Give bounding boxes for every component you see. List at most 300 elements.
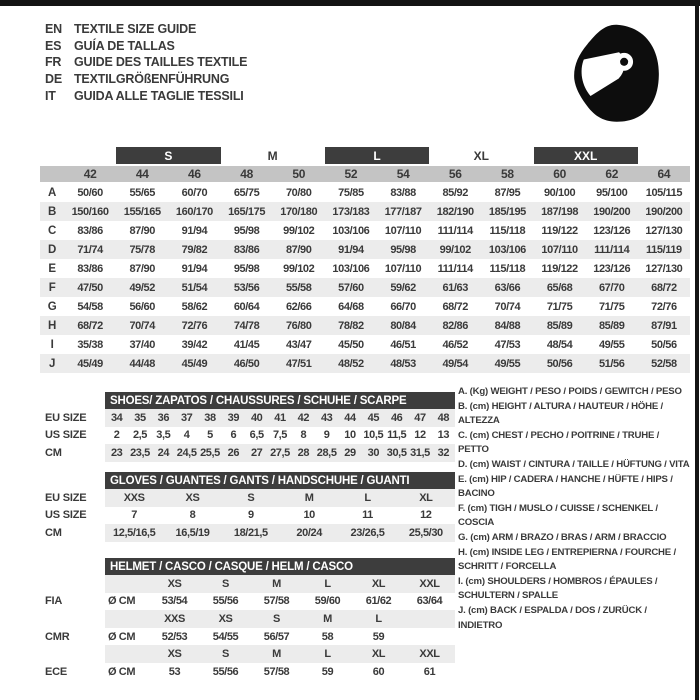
size-value-cell: 87/90 bbox=[129, 262, 155, 275]
size-value-cell: 39/42 bbox=[181, 338, 208, 351]
shoes-value-cell: 34 bbox=[110, 411, 123, 424]
helmet-size-header-cell: XXL bbox=[419, 648, 440, 661]
helmet-value-cell: 59 bbox=[372, 630, 385, 643]
size-value-cell: 68/72 bbox=[442, 300, 468, 313]
language-row bbox=[45, 38, 247, 55]
size-value-cell: 95/98 bbox=[390, 243, 416, 256]
helmet-icon bbox=[553, 14, 665, 132]
language-title-list bbox=[45, 21, 247, 104]
gloves-value-cell: M bbox=[304, 491, 314, 504]
helmet-size-header-cell: S bbox=[222, 648, 229, 661]
size-value-cell: 103/106 bbox=[332, 262, 370, 275]
size-value-cell: 91/94 bbox=[181, 224, 208, 237]
shoes-value-cell: 42 bbox=[297, 411, 310, 424]
gloves-value-cell: 18/21,5 bbox=[233, 526, 268, 539]
helmet-size-header-cell bbox=[404, 610, 455, 628]
language-row bbox=[45, 54, 247, 71]
size-value-cell: 55/58 bbox=[285, 281, 312, 294]
shoes-value-cell: 10,5 bbox=[363, 429, 384, 442]
size-value-cell: 72/76 bbox=[181, 319, 208, 332]
size-value-cell: 82/86 bbox=[442, 319, 468, 332]
size-value-cell: 47/53 bbox=[494, 338, 521, 351]
language-code: IT bbox=[45, 88, 56, 103]
size-value-cell: 71/74 bbox=[77, 243, 103, 256]
gloves-value-cell: 8 bbox=[189, 509, 196, 522]
size-value-cell: 85/89 bbox=[546, 319, 573, 332]
size-value-cell: 45/49 bbox=[77, 357, 103, 370]
gloves-row-label: US SIZE bbox=[40, 507, 105, 525]
size-value-cell: 47/51 bbox=[285, 357, 312, 370]
gloves-row-label: CM bbox=[40, 524, 105, 542]
measurement-row-a bbox=[40, 183, 690, 202]
gloves-value-cell: XXS bbox=[123, 491, 145, 504]
helmet-value-cell: 53 bbox=[168, 665, 181, 678]
helmet-value-cell: 63/64 bbox=[416, 595, 443, 608]
shoes-value-cell: 31,5 bbox=[410, 446, 430, 459]
helmet-size-header-cell: L bbox=[324, 577, 331, 590]
size-value-cell: 43/47 bbox=[285, 338, 312, 351]
language-title: TEXTILE SIZE GUIDE bbox=[74, 22, 197, 37]
size-value-cell: 190/200 bbox=[645, 205, 683, 218]
size-band-row bbox=[40, 147, 690, 164]
size-value-cell: 44/48 bbox=[129, 357, 155, 370]
helmet-size-header-cell: XXS bbox=[164, 612, 185, 625]
language-title: GUIDA ALLE TAGLIE TESSILI bbox=[74, 88, 244, 103]
size-value-cell: 111/114 bbox=[437, 262, 473, 275]
gloves-value-cell: L bbox=[364, 491, 371, 504]
language-code: ES bbox=[45, 38, 62, 53]
shoes-value-cell: 45 bbox=[367, 411, 380, 424]
shoes-value-cell: 30,5 bbox=[386, 446, 407, 459]
legend-item-e: E. (cm) HIP / CADERA / HANCHE / HÜFTE / HIPS / BACINO bbox=[458, 473, 673, 500]
measurement-row-f bbox=[40, 278, 690, 297]
shoes-size-table bbox=[40, 392, 455, 462]
shoes-value-cell: 29 bbox=[344, 446, 356, 459]
size-value-cell: 160/170 bbox=[175, 205, 213, 218]
top-border-strip bbox=[0, 0, 700, 6]
language-row bbox=[45, 21, 247, 38]
helmet-size-header-cell: M bbox=[272, 648, 281, 661]
size-value-cell: 111/114 bbox=[437, 224, 473, 237]
size-value-cell: 46/50 bbox=[233, 357, 260, 370]
helmet-value-cell: 57/58 bbox=[263, 665, 290, 678]
row-letter: G bbox=[47, 300, 57, 313]
gloves-row bbox=[40, 489, 455, 507]
helmet-value-cell: 61/62 bbox=[365, 595, 392, 608]
size-value-cell: 173/183 bbox=[332, 205, 370, 218]
size-value-cell: 50/56 bbox=[546, 357, 573, 370]
legend-item-i: I. (cm) SHOULDERS / HOMBROS / ÉPAULES / SCHULTERN / SPALLE bbox=[458, 575, 658, 602]
language-row bbox=[45, 71, 247, 88]
gloves-value-cell: 10 bbox=[303, 509, 315, 522]
shoes-row bbox=[40, 444, 455, 462]
gloves-value-cell: 7 bbox=[131, 509, 138, 522]
size-value-cell: 37/40 bbox=[129, 338, 155, 351]
language-code: EN bbox=[45, 22, 62, 37]
shoes-value-cell: 7,5 bbox=[272, 429, 288, 442]
size-value-cell: 49/52 bbox=[129, 281, 155, 294]
size-value-cell: 47/50 bbox=[77, 281, 103, 294]
legend-item-d: D. (cm) WAIST / CINTURA / TAILLE / HÜFTUNG / VITA bbox=[458, 458, 690, 470]
shoes-value-cell: 10 bbox=[344, 429, 356, 442]
size-value-cell: 95/98 bbox=[233, 262, 260, 275]
shoes-value-cell: 2,5 bbox=[132, 429, 148, 442]
size-value-cell: 123/126 bbox=[593, 262, 631, 275]
gloves-value-cell: 16,5/19 bbox=[175, 526, 210, 539]
helmet-value-cell: 61 bbox=[423, 665, 436, 678]
measurement-row-i bbox=[40, 335, 690, 354]
shoes-value-cell: 11,5 bbox=[387, 429, 407, 442]
shoes-row-values bbox=[105, 409, 455, 427]
legend-item-c: C. (cm) CHEST / PECHO / POITRINE / TRUHE / PETTO bbox=[458, 429, 660, 456]
helmet-size-header-cell: XXL bbox=[419, 577, 440, 590]
shoes-value-cell: 13 bbox=[437, 429, 450, 442]
size-value-cell: 52/58 bbox=[651, 357, 677, 370]
size-value-cell: 67/70 bbox=[598, 281, 625, 294]
size-value-cell: 63/66 bbox=[494, 281, 521, 294]
size-value-cell: 65/75 bbox=[233, 186, 260, 199]
row-letter: I bbox=[50, 338, 54, 351]
helmet-value-cell: 56/57 bbox=[263, 630, 290, 643]
gloves-value-cell: 12,5/16,5 bbox=[113, 526, 156, 539]
size-value-cell: 95/100 bbox=[596, 186, 628, 199]
corner-cell bbox=[40, 166, 64, 182]
legend-item-a: A. (Kg) WEIGHT / PESO / POIDS / GEWITCH / PESO bbox=[458, 386, 682, 397]
size-value-cell: 66/70 bbox=[390, 300, 416, 313]
helmet-sizes-row bbox=[40, 645, 455, 663]
size-value-cell: 190/200 bbox=[593, 205, 631, 218]
size-value-cell: 83/88 bbox=[390, 186, 416, 199]
helmet-size-table bbox=[40, 558, 455, 681]
measurement-row-j bbox=[40, 354, 690, 373]
size-value-cell: 71/75 bbox=[546, 300, 573, 313]
size-value-cell: 105/115 bbox=[645, 186, 683, 199]
shoes-value-cell: 6,5 bbox=[249, 429, 264, 442]
helmet-value-cell: 59 bbox=[321, 665, 334, 678]
size-value-cell: 127/130 bbox=[645, 224, 683, 237]
measurement-row-g bbox=[40, 297, 690, 316]
size-value-cell: 91/94 bbox=[181, 262, 208, 275]
size-value-cell: 70/74 bbox=[494, 300, 521, 313]
helmet-size-header-cell: L bbox=[324, 648, 331, 661]
gloves-size-table bbox=[40, 472, 455, 542]
shoes-value-cell: 41 bbox=[274, 411, 286, 424]
size-value-cell: 83/86 bbox=[77, 224, 103, 237]
helmet-unit-spacer bbox=[105, 645, 149, 663]
size-value-cell: 83/86 bbox=[77, 262, 103, 275]
shoes-value-cell: 35 bbox=[134, 411, 146, 424]
row-letter: C bbox=[48, 224, 56, 237]
helmet-value-cell: 60 bbox=[372, 665, 385, 678]
helmet-size-header-cell: XS bbox=[218, 612, 233, 625]
legend-item-j: J. (cm) BACK / ESPALDA / DOS / ZURÜCK / INDIETRO bbox=[458, 604, 647, 631]
size-value-cell: 99/102 bbox=[283, 224, 315, 237]
gloves-value-cell: 25,5/30 bbox=[408, 526, 443, 539]
helmet-sizes-row-label bbox=[40, 575, 105, 593]
helmet-standard-values bbox=[105, 628, 455, 646]
size-value-cell: 68/72 bbox=[651, 281, 677, 294]
shoes-value-cell: 38 bbox=[204, 411, 216, 424]
helmet-sizes-row-label bbox=[40, 645, 105, 663]
size-value-cell: 119/122 bbox=[541, 224, 578, 237]
size-value-cell: 182/190 bbox=[436, 205, 474, 218]
size-header-cell: 42 bbox=[83, 167, 97, 181]
helmet-size-header-cell: S bbox=[273, 612, 280, 625]
gloves-row-values bbox=[105, 489, 455, 507]
size-value-cell: 87/90 bbox=[285, 243, 312, 256]
size-value-cell: 75/85 bbox=[338, 186, 364, 199]
size-header-cell: 48 bbox=[240, 167, 253, 181]
gloves-value-cell: XL bbox=[419, 491, 433, 504]
size-value-cell: 51/54 bbox=[181, 281, 208, 294]
shoes-value-cell: 9 bbox=[323, 429, 330, 442]
helmet-size-header-cell: M bbox=[323, 612, 332, 625]
shoes-value-cell: 48 bbox=[437, 411, 450, 424]
measurement-row-c bbox=[40, 221, 690, 240]
row-letter: B bbox=[48, 205, 56, 218]
size-value-cell: 79/82 bbox=[181, 243, 208, 256]
size-value-cell: 111/114 bbox=[594, 243, 630, 256]
size-value-cell: 60/70 bbox=[181, 186, 208, 199]
gloves-row-label: EU SIZE bbox=[40, 489, 105, 507]
row-letter: E bbox=[48, 262, 56, 275]
shoes-value-cell: 28 bbox=[297, 446, 310, 459]
shoes-value-cell: 23,5 bbox=[130, 446, 150, 459]
size-value-cell: 115/118 bbox=[489, 262, 526, 275]
shoes-value-cell: 32 bbox=[437, 446, 450, 459]
gloves-section-title: GLOVES / GUANTES / GANTS / HANDSCHUHE / GUANTI bbox=[105, 472, 455, 489]
size-value-cell: 107/110 bbox=[541, 243, 578, 256]
shoes-value-cell: 26 bbox=[227, 446, 240, 459]
size-value-cell: 64/68 bbox=[338, 300, 364, 313]
size-value-cell: 48/52 bbox=[338, 357, 364, 370]
helmet-standard-row-ece bbox=[40, 663, 455, 681]
helmet-value-cell: 52/53 bbox=[161, 630, 188, 643]
measurement-row-e bbox=[40, 259, 690, 278]
gloves-row bbox=[40, 507, 455, 525]
size-header-cell: 58 bbox=[501, 167, 514, 181]
size-value-cell: 85/92 bbox=[442, 186, 468, 199]
helmet-standard-label: CMR bbox=[40, 628, 105, 646]
helmet-sizes-values bbox=[105, 645, 455, 663]
size-value-cell: 56/60 bbox=[129, 300, 155, 313]
helmet-value-cell: 55/56 bbox=[212, 595, 239, 608]
size-value-cell: 35/38 bbox=[77, 338, 103, 351]
shoes-value-cell: 44 bbox=[344, 411, 356, 424]
size-value-cell: 49/55 bbox=[494, 357, 521, 370]
legend-item-h: H. (cm) INSIDE LEG / ENTREPIERNA / FOURCHE / SCHRITT / FORCELLA bbox=[458, 546, 676, 573]
gloves-value-cell: 11 bbox=[362, 509, 373, 522]
size-value-cell: 150/160 bbox=[71, 205, 109, 218]
size-value-cell: 53/56 bbox=[233, 281, 260, 294]
helmet-size-header-cell: XS bbox=[167, 648, 182, 661]
size-value-cell: 49/54 bbox=[442, 357, 468, 370]
row-letter: D bbox=[48, 243, 56, 256]
size-band-l: L bbox=[325, 147, 429, 164]
language-code: DE bbox=[45, 72, 62, 87]
helmet-standard-label: ECE bbox=[40, 663, 105, 681]
helmet-standard-label: FIA bbox=[40, 593, 105, 611]
size-value-cell: 46/51 bbox=[390, 338, 416, 351]
size-header-cell: 50 bbox=[292, 167, 306, 181]
size-value-cell: 45/50 bbox=[338, 338, 364, 351]
helmet-value-cell: 54/55 bbox=[212, 630, 239, 643]
shoes-value-cell: 43 bbox=[320, 411, 333, 424]
shoes-row-values bbox=[105, 427, 455, 445]
size-value-cell: 99/102 bbox=[439, 243, 471, 256]
size-value-cell: 155/165 bbox=[123, 205, 161, 218]
shoes-row bbox=[40, 427, 455, 445]
helmet-unit-label: Ø CM bbox=[108, 595, 136, 608]
legend-item-f: F. (cm) TIGH / MUSLO / CUISSE / SCHENKEL / COSCIA bbox=[458, 502, 658, 529]
shoes-row-label: US SIZE bbox=[40, 427, 105, 445]
size-value-cell: 72/76 bbox=[651, 300, 677, 313]
size-value-cell: 46/52 bbox=[442, 338, 468, 351]
size-value-cell: 177/187 bbox=[384, 205, 422, 218]
size-value-cell: 85/89 bbox=[598, 319, 625, 332]
shoes-value-cell: 23 bbox=[110, 446, 123, 459]
size-value-cell: 55/65 bbox=[129, 186, 155, 199]
helmet-value-cell: 58 bbox=[321, 630, 334, 643]
helmet-sizes-row bbox=[40, 610, 455, 628]
helmet-sizes-row-label bbox=[40, 610, 105, 628]
shoes-section-title: SHOES/ ZAPATOS / CHAUSSURES / SCHUHE / SCARPE bbox=[105, 392, 455, 409]
helmet-unit-spacer bbox=[105, 610, 149, 628]
numeric-size-header-row bbox=[40, 166, 690, 182]
size-value-cell: 84/88 bbox=[494, 319, 521, 332]
language-title: GUIDE DES TAILLES TEXTILE bbox=[74, 55, 248, 70]
helmet-unit-spacer bbox=[105, 575, 149, 593]
shoes-row-label: EU SIZE bbox=[40, 409, 105, 427]
shoes-value-cell: 3,5 bbox=[156, 429, 171, 442]
shoes-value-cell: 5 bbox=[207, 429, 213, 442]
shoes-value-cell: 8 bbox=[300, 429, 307, 442]
helmet-value-cell: 59/60 bbox=[314, 595, 341, 608]
size-value-cell: 50/60 bbox=[77, 186, 103, 199]
gloves-value-cell: S bbox=[247, 491, 255, 504]
size-value-cell: 123/126 bbox=[593, 224, 631, 237]
shoes-row bbox=[40, 409, 455, 427]
shoes-value-cell: 4 bbox=[183, 429, 190, 442]
measurement-legend bbox=[458, 385, 691, 633]
shoes-value-cell: 24,5 bbox=[176, 446, 197, 459]
gloves-row-values bbox=[105, 524, 455, 542]
size-value-cell: 170/180 bbox=[280, 205, 318, 218]
helmet-section-title: HELMET / CASCO / CASQUE / HELM / CASCO bbox=[105, 558, 455, 575]
size-value-cell: 80/84 bbox=[390, 319, 416, 332]
row-letter: A bbox=[48, 186, 56, 199]
shoes-value-cell: 30 bbox=[367, 446, 380, 459]
size-value-cell: 83/86 bbox=[233, 243, 260, 256]
size-value-cell: 99/102 bbox=[283, 262, 315, 275]
size-value-cell: 91/94 bbox=[338, 243, 364, 256]
size-header-cell: 64 bbox=[657, 167, 671, 181]
helmet-unit-label: Ø CM bbox=[108, 665, 136, 678]
helmet-standard-row-cmr bbox=[40, 628, 455, 646]
shoes-value-cell: 27,5 bbox=[270, 446, 290, 459]
size-value-cell: 107/110 bbox=[384, 224, 422, 237]
helmet-value-cell bbox=[404, 628, 455, 646]
shoes-value-cell: 6 bbox=[230, 429, 237, 442]
size-value-cell: 87/90 bbox=[129, 224, 155, 237]
helmet-value-cell: 57/58 bbox=[263, 595, 290, 608]
right-border-strip bbox=[695, 0, 699, 700]
size-value-cell: 71/75 bbox=[598, 300, 625, 313]
size-header-cell: 44 bbox=[135, 167, 149, 181]
helmet-size-header-cell: XL bbox=[371, 648, 386, 661]
textile-size-table bbox=[40, 147, 690, 373]
size-value-cell: 119/122 bbox=[541, 262, 578, 275]
language-title: TEXTILGRÖßENFÜHRUNG bbox=[74, 72, 230, 87]
size-value-cell: 48/54 bbox=[546, 338, 573, 351]
shoes-value-cell: 36 bbox=[157, 411, 170, 424]
helmet-unit-label: Ø CM bbox=[108, 630, 136, 643]
shoes-value-cell: 25,5 bbox=[200, 446, 220, 459]
size-value-cell: 76/80 bbox=[285, 319, 312, 332]
size-band-xl: XL bbox=[473, 148, 489, 163]
size-value-cell: 50/56 bbox=[651, 338, 677, 351]
language-title: GUÍA DE TALLAS bbox=[74, 38, 175, 53]
size-value-cell: 58/62 bbox=[181, 300, 208, 313]
helmet-value-cell: 55/56 bbox=[212, 665, 239, 678]
size-value-cell: 70/74 bbox=[129, 319, 155, 332]
size-value-cell: 103/106 bbox=[332, 224, 370, 237]
helmet-sizes-values bbox=[105, 610, 455, 628]
size-value-cell: 45/49 bbox=[181, 357, 208, 370]
shoes-value-cell: 28,5 bbox=[316, 446, 337, 459]
size-value-cell: 70/80 bbox=[285, 186, 312, 199]
row-letter: J bbox=[49, 357, 55, 370]
helmet-size-header-cell: S bbox=[222, 577, 229, 590]
size-value-cell: 59/62 bbox=[390, 281, 416, 294]
size-value-cell: 95/98 bbox=[233, 224, 260, 237]
helmet-size-header-cell: L bbox=[375, 612, 382, 625]
size-band-xxl: XXL bbox=[534, 147, 638, 164]
size-value-cell: 187/198 bbox=[541, 205, 579, 218]
size-value-cell: 107/110 bbox=[384, 262, 422, 275]
size-header-cell: 56 bbox=[448, 167, 462, 181]
measurement-row-b bbox=[40, 202, 690, 221]
gloves-value-cell: XS bbox=[185, 491, 200, 504]
language-row bbox=[45, 87, 247, 104]
gloves-row-values bbox=[105, 507, 455, 525]
size-value-cell: 103/106 bbox=[488, 243, 526, 256]
legend-item-b: B. (cm) HEIGHT / ALTURA / HAUTEUR / HÖHE / ALTEZZA bbox=[458, 400, 663, 427]
shoes-row-values bbox=[105, 444, 455, 462]
gloves-value-cell: 23/26,5 bbox=[350, 526, 385, 539]
shoes-value-cell: 27 bbox=[250, 446, 263, 459]
helmet-value-cell: 53/54 bbox=[161, 595, 188, 608]
size-value-cell: 41/45 bbox=[233, 338, 260, 351]
size-band-m: M bbox=[267, 148, 278, 163]
helmet-sizes-row bbox=[40, 575, 455, 593]
size-value-cell: 61/63 bbox=[442, 281, 468, 294]
size-band-s: S bbox=[116, 147, 220, 164]
size-value-cell: 68/72 bbox=[77, 319, 103, 332]
size-value-cell: 115/119 bbox=[646, 243, 682, 256]
gloves-value-cell: 9 bbox=[247, 509, 254, 522]
size-value-cell: 48/53 bbox=[390, 357, 416, 370]
gloves-value-cell: 12 bbox=[420, 509, 432, 522]
size-header-cell: 60 bbox=[553, 167, 566, 181]
size-value-cell: 65/68 bbox=[546, 281, 573, 294]
size-value-cell: 78/82 bbox=[338, 319, 364, 332]
legend-item-g: G. (cm) ARM / BRAZO / BRAS / ARM / BRACCIO bbox=[458, 531, 667, 543]
helmet-size-header-cell: M bbox=[272, 577, 281, 590]
size-value-cell: 57/60 bbox=[338, 281, 364, 294]
helmet-size-header-cell: XS bbox=[167, 577, 182, 590]
helmet-size-header-cell: XL bbox=[371, 577, 386, 590]
